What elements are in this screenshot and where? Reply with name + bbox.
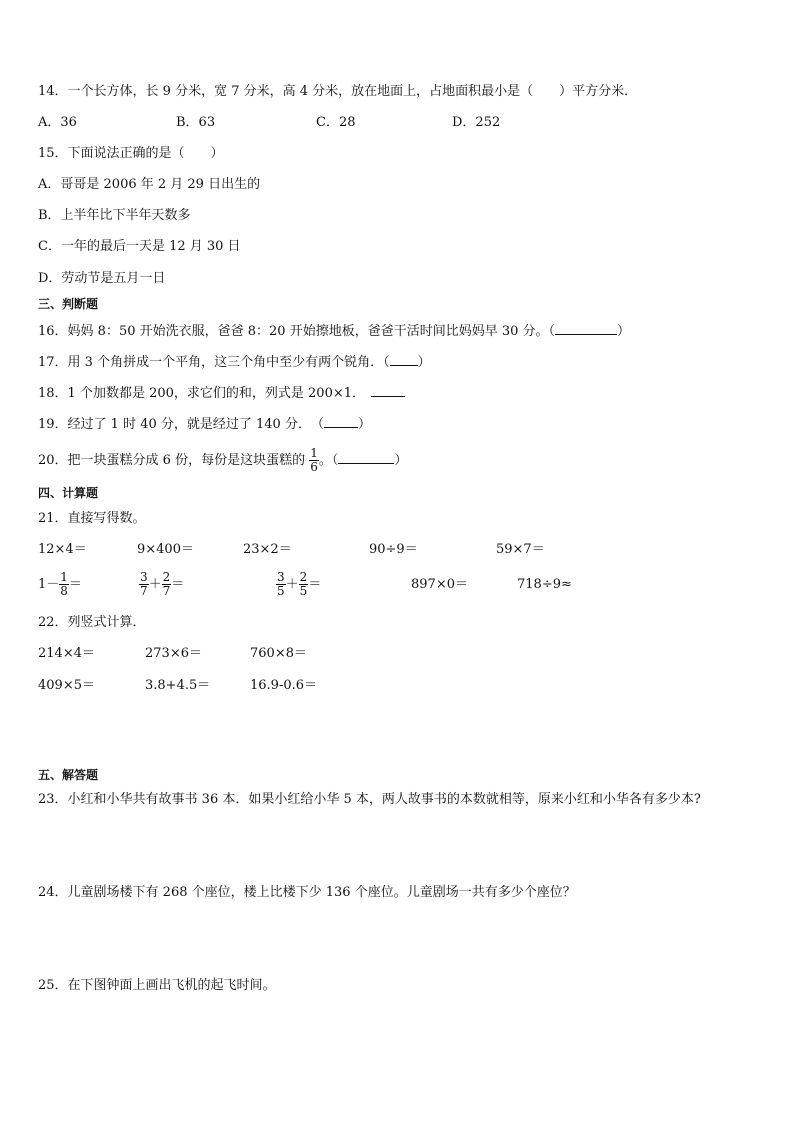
question-text: 18．1 个加数都是 200，求它们的和，列式是 200×1． xyxy=(38,386,365,401)
calc-item: 3.8+4.5＝ xyxy=(145,678,211,693)
question-14: 14．一个长方体，长 9 分米，宽 7 分米，高 4 分米，放在地面上，占地面积最小是（ ）平方分米． xyxy=(38,84,638,99)
question-text-after: 。（ xyxy=(318,453,339,468)
answer-blank[interactable] xyxy=(371,384,405,397)
equals-sign: ＝ xyxy=(308,577,322,592)
question-20 xyxy=(38,446,407,476)
option-d: D．劳动节是五月一日 xyxy=(38,271,166,286)
calc-item: 214×4＝ xyxy=(38,646,95,661)
calc-item: 273×6＝ xyxy=(145,646,202,661)
calc-item: 23×2＝ xyxy=(243,542,292,557)
fraction xyxy=(162,571,172,598)
question-text: 20．把一块蛋糕分成 6 份，每份是这块蛋糕的 xyxy=(38,453,306,468)
bracket-close: ） xyxy=(394,453,408,468)
question-17 xyxy=(38,353,431,372)
fraction xyxy=(299,571,309,598)
question-21: 21．直接写得数。 xyxy=(38,511,146,526)
question-22: 22．列竖式计算． xyxy=(38,615,146,630)
fraction-numerator: 3 xyxy=(140,570,148,584)
calc-item: 760×8＝ xyxy=(250,646,307,661)
bracket-close: ） xyxy=(617,324,631,339)
option-c: C．一年的最后一天是 12 月 30 日 xyxy=(38,239,241,254)
fraction-numerator: 1 xyxy=(60,570,68,584)
fraction-denominator: 6 xyxy=(310,460,318,474)
calc-item xyxy=(139,570,184,600)
question-text: 19．经过了 1 时 40 分，就是经过了 140 分． （ xyxy=(38,417,324,432)
calc-item: 12×4＝ xyxy=(38,542,87,557)
fraction-denominator: 5 xyxy=(277,584,285,598)
calc-prefix: 1－ xyxy=(38,577,60,592)
question-19 xyxy=(38,415,371,434)
equals-sign: ＝ xyxy=(68,577,82,592)
operator: ＋ xyxy=(148,577,162,592)
calc-item xyxy=(276,570,321,600)
question-23: 23．小红和小华共有故事书 36 本．如果小红给小华 5 本，两人故事书的本数就相等，原来小红和小华各有多少本? xyxy=(38,792,701,807)
section-heading-judge: 三、判断题 xyxy=(38,297,99,311)
fraction xyxy=(309,447,319,474)
answer-blank[interactable] xyxy=(555,322,617,335)
option-c: C．28 xyxy=(316,115,356,130)
question-18 xyxy=(38,384,405,403)
fraction-numerator: 3 xyxy=(277,570,285,584)
fraction xyxy=(139,571,149,598)
option-b: B．上半年比下半年天数多 xyxy=(38,208,191,223)
bracket-close: ） xyxy=(357,417,371,432)
answer-blank[interactable] xyxy=(390,353,418,366)
question-16 xyxy=(38,322,630,341)
bracket-close: ） xyxy=(417,355,431,370)
fraction-denominator: 5 xyxy=(299,584,308,598)
option-d: D．252 xyxy=(452,115,501,130)
question-text: 16．妈妈 8：50 开始洗衣服，爸爸 8：20 开始擦地板，爸爸干活时间比妈妈早 30 分。（ xyxy=(38,324,556,339)
equals-sign: ＝ xyxy=(171,577,185,592)
question-15: 15．下面说法正确的是（ ） xyxy=(38,146,224,161)
calc-item: 409×5＝ xyxy=(38,678,95,693)
fraction xyxy=(59,571,69,598)
option-b: B．63 xyxy=(176,115,216,130)
fraction xyxy=(276,571,286,598)
answer-blank[interactable] xyxy=(338,451,394,464)
option-a: A．36 xyxy=(38,115,77,130)
fraction-numerator: 1 xyxy=(310,446,318,460)
operator: ＋ xyxy=(285,577,299,592)
question-24: 24．儿童剧场楼下有 268 个座位，楼上比楼下少 136 个座位。儿童剧场一共有多少个座位？ xyxy=(38,885,576,900)
calc-item: 59×7＝ xyxy=(496,542,545,557)
question-25: 25．在下图钟面上画出飞机的起飞时间。 xyxy=(38,978,276,993)
answer-blank[interactable] xyxy=(324,415,358,428)
section-heading-calc: 四、计算题 xyxy=(38,486,99,500)
fraction-denominator: 8 xyxy=(60,584,68,598)
fraction-denominator: 7 xyxy=(162,584,171,598)
calc-item: 897×0＝ xyxy=(411,577,468,592)
calc-item: 718÷9≈ xyxy=(517,577,572,592)
option-a: A．哥哥是 2006 年 2 月 29 日出生的 xyxy=(38,177,261,192)
calc-item: 9×400＝ xyxy=(137,542,194,557)
fraction-numerator: 2 xyxy=(299,570,308,584)
fraction-numerator: 2 xyxy=(162,570,171,584)
calc-item: 90÷9＝ xyxy=(369,542,418,557)
section-heading-solve: 五、解答题 xyxy=(38,768,99,782)
question-text: 17．用 3 个角拼成一个平角，这三个角中至少有两个锐角．（ xyxy=(38,355,390,370)
fraction-denominator: 7 xyxy=(140,584,148,598)
calc-item: 16.9-0.6＝ xyxy=(250,678,318,693)
calc-item xyxy=(38,570,82,600)
